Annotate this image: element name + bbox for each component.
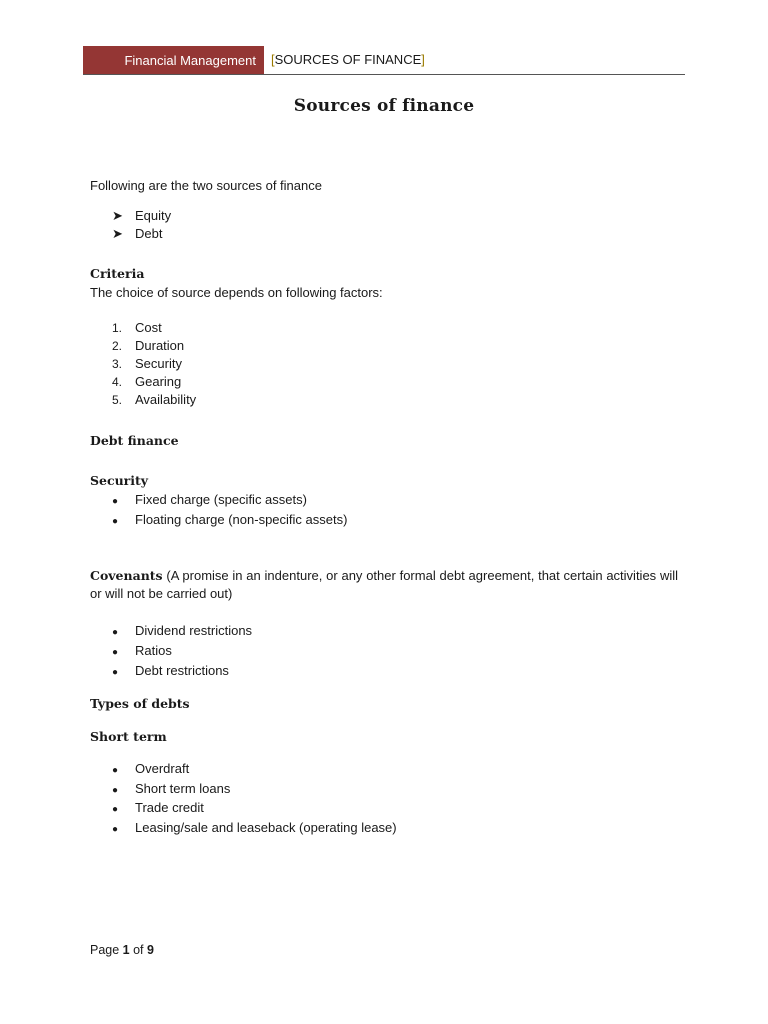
list-item-covenant: [112, 662, 229, 682]
list-item-label: Overdraft: [135, 761, 190, 776]
bullet-icon: ●: [112, 496, 119, 507]
types-of-debts-heading: Types of debts: [90, 696, 190, 711]
list-item-short-term: [112, 760, 189, 780]
list-item-short-term: [112, 799, 204, 819]
bullet-icon: ●: [112, 785, 119, 796]
covenants-paragraph: [90, 567, 678, 603]
list-number: 5.: [112, 393, 123, 407]
list-item-label: Dividend restrictions: [135, 623, 253, 638]
security-heading: Security: [90, 473, 149, 488]
header-course-banner: [83, 46, 264, 74]
criteria-heading: Criteria: [90, 266, 145, 281]
list-item-label: Short term loans: [135, 781, 231, 796]
list-item-label: Duration: [135, 338, 185, 353]
list-item-label: Debt restrictions: [135, 663, 229, 678]
header-bracket-close: ]: [421, 52, 425, 67]
covenants-label: Covenants: [90, 568, 163, 583]
bullet-icon: ●: [112, 647, 119, 658]
page-prefix: Page: [90, 943, 123, 957]
page-footer: [90, 943, 154, 957]
list-number: 1.: [112, 321, 123, 335]
list-item-label: Fixed charge (specific assets): [135, 492, 307, 507]
bullet-icon: ●: [112, 516, 119, 527]
list-item-label: Availability: [135, 392, 197, 407]
intro-text: Following are the two sources of finance: [90, 178, 322, 193]
list-number: 3.: [112, 357, 123, 371]
list-item-label: Equity: [135, 208, 172, 223]
list-item-factor: [112, 337, 184, 355]
list-item-short-term: [112, 780, 230, 800]
short-term-heading: Short term: [90, 729, 167, 744]
header-divider: [83, 74, 685, 75]
covenants-text: (A promise in an indenture, or any other formal debt agreement, that certain activities will or will not be carried out): [90, 568, 678, 601]
list-item-source: [112, 207, 171, 225]
page-of: of: [129, 943, 147, 957]
bullet-icon: ●: [112, 824, 119, 835]
list-item-source: [112, 225, 162, 243]
list-item-label: Trade credit: [135, 800, 204, 815]
page-title: Sources of finance: [293, 96, 475, 116]
list-item-label: Cost: [135, 320, 162, 335]
list-item-covenant: [112, 642, 172, 662]
arrow-bullet-icon: ➤: [112, 226, 123, 241]
list-item-label: Ratios: [135, 643, 172, 658]
bullet-icon: ●: [112, 627, 119, 638]
list-item-short-term: [112, 819, 397, 839]
bullet-icon: ●: [112, 765, 119, 776]
list-item-covenant: [112, 622, 252, 642]
debt-finance-heading: Debt finance: [90, 433, 179, 448]
list-number: 4.: [112, 375, 123, 389]
list-item-security: [112, 491, 307, 511]
bullet-icon: ●: [112, 667, 119, 678]
header-course: Financial Management: [124, 52, 256, 68]
list-item-factor: [112, 373, 181, 391]
page-total: 9: [147, 943, 154, 957]
header-section-label: SOURCES OF FINANCE: [274, 52, 422, 67]
list-item-factor: [112, 391, 196, 409]
list-item-label: Security: [135, 356, 182, 371]
arrow-bullet-icon: ➤: [112, 208, 123, 223]
list-item-label: Gearing: [135, 374, 182, 389]
list-number: 2.: [112, 339, 123, 353]
list-item-label: Floating charge (non-specific assets): [135, 512, 348, 527]
criteria-text: The choice of source depends on following factors:: [90, 285, 383, 300]
list-item-factor: [112, 355, 182, 373]
bullet-icon: ●: [112, 804, 119, 815]
list-item-factor: [112, 319, 162, 337]
list-item-label: Leasing/sale and leaseback (operating lease): [135, 820, 397, 835]
list-item-security: [112, 511, 347, 531]
header-section-title: [271, 52, 425, 67]
header-bracket-open: [: [271, 52, 275, 67]
page-number: 1: [122, 943, 130, 957]
list-item-label: Debt: [135, 226, 163, 241]
